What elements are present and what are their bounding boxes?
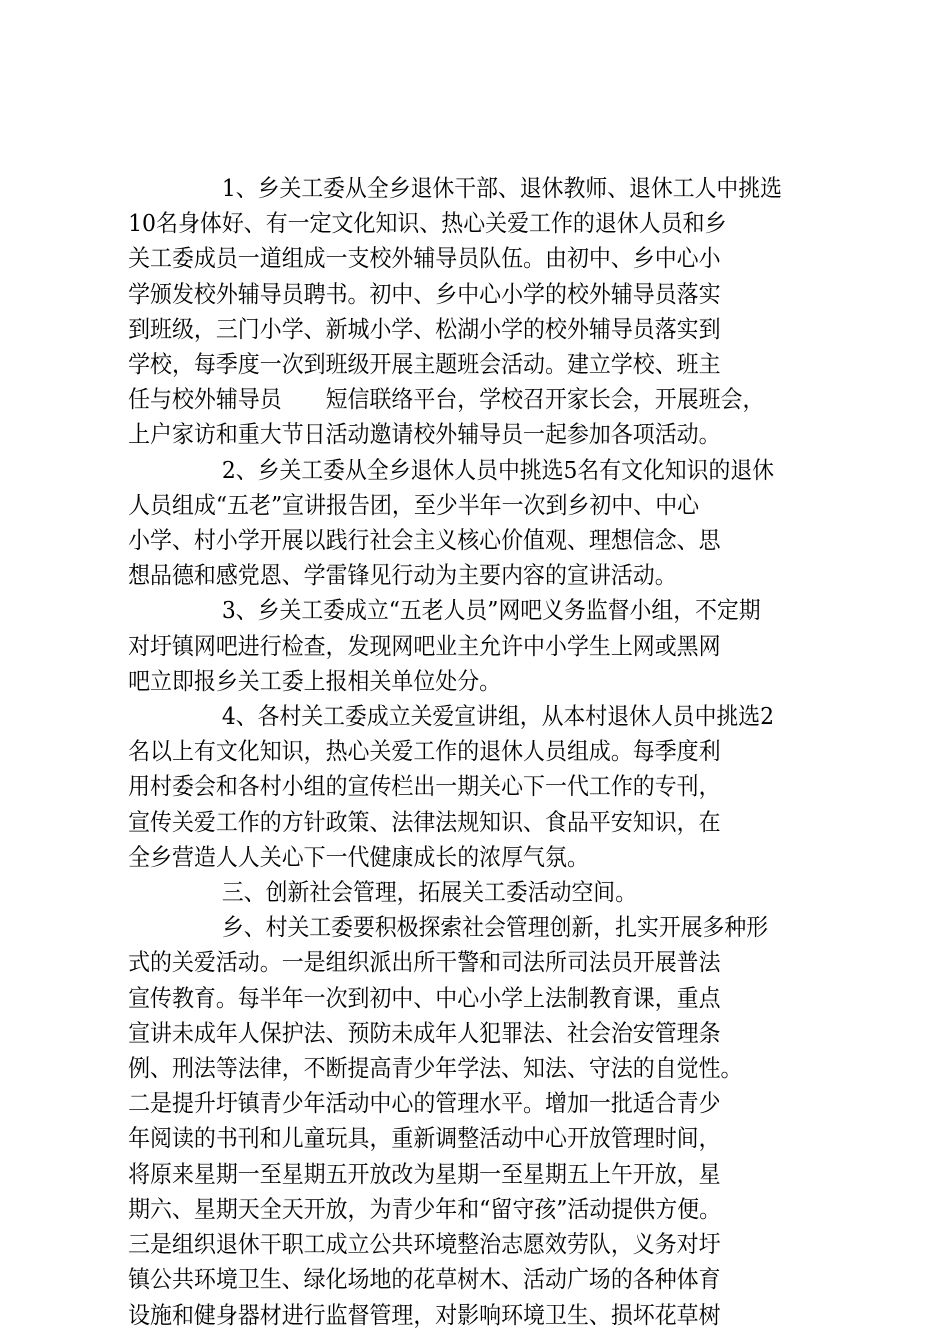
paragraph-item-2 [128, 453, 843, 594]
text-line: 式的关爱活动。一是组织派出所干警和司法所司法员开展普法 [128, 948, 721, 977]
text-line: 学校，每季度一次到班级开展主题班会活动。建立学校、班主 [128, 350, 721, 379]
text-line: 设施和健身器材进行监督管理，对影响环境卫生、损坏花草树 [128, 1300, 721, 1329]
text-line: 到班级，三门小学、新城小学、松湖小学的校外辅导员落实到 [128, 314, 721, 343]
text-line: 小学、村小学开展以践行社会主义核心价值观、理想信念、思 [128, 526, 721, 555]
text-line: 上户家访和重大节日活动邀请校外辅导员一起参加各项活动。 [128, 420, 721, 449]
text-line: 三、创新社会管理，拓展关工委活动空间。 [221, 878, 637, 907]
text-line: 1、乡关工委从全乡退休干部、退休教师、退休工人中挑选 [221, 174, 782, 202]
text-line: 二是提升圩镇青少年活动中心的管理水平。增加一批适合青少 [128, 1089, 721, 1118]
paragraph-item-1 [128, 171, 843, 453]
text-line: 年阅读的书刊和儿童玩具，重新调整活动中心开放管理时间， [128, 1124, 721, 1153]
text-line: 宣传关爱工作的方针政策、法律法规知识、食品平安知识，在 [128, 807, 721, 836]
text-line: 任与校外辅导员 短信联络平台，学校召开家长会，开展班会， [128, 385, 765, 414]
text-line: 3、乡关工委成立“五老人员”网吧义务监督小组，不定期 [221, 596, 761, 625]
text-line: 例、刑法等法律，不断提高青少年学法、知法、守法的自觉性。 [128, 1054, 743, 1083]
text-line: 想品德和感党恩、学雷锋见行动为主要内容的宣讲活动。 [128, 561, 677, 590]
text-line: 人员组成“五老”宣讲报告团，至少半年一次到乡初中、中心 [128, 490, 700, 519]
text-line: 乡、村关工委要积极探索社会管理创新，扎实开展多种形 [221, 913, 769, 942]
paragraph-item-4 [128, 699, 843, 875]
text-line: 全乡营造人人关心下一代健康成长的浓厚气氛。 [128, 842, 589, 871]
text-line: 期六、星期天全天开放，为青少年和“留守孩”活动提供方便。 [128, 1194, 722, 1223]
document-body [128, 171, 843, 1333]
text-line: 宣传教育。每半年一次到初中、中心小学上法制教育课，重点 [128, 983, 721, 1012]
text-line: 学颁发校外辅导员聘书。初中、乡中心小学的校外辅导员落实 [128, 279, 721, 308]
text-line: 吧立即报乡关工委上报相关单位处分。 [128, 666, 502, 695]
text-line: 对圩镇网吧进行检查，发现网吧业主允许中小学生上网或黑网 [128, 631, 721, 660]
text-line: 宣讲未成年人保护法、预防未成年人犯罪法、社会治安管理条 [128, 1018, 721, 1047]
text-line: 4、各村关工委成立关爱宣讲组，从本村退休人员中挑选2 [221, 702, 775, 731]
paragraph-item-3 [128, 593, 843, 699]
text-line: 用村委会和各村小组的宣传栏出一期关心下一代工作的专刊， [128, 772, 721, 801]
paragraph-section-3-heading [131, 875, 843, 910]
text-line: 将原来星期一至星期五开放改为星期一至星期五上午开放，星 [128, 1159, 721, 1188]
text-line: 10名身体好、有一定文化知识、热心关爱工作的退休人员和乡 [128, 209, 727, 238]
text-line: 名以上有文化知识，热心关爱工作的退休人员组成。每季度利 [128, 737, 721, 766]
text-line: 镇公共环境卫生、绿化场地的花草树木、活动广场的各种体育 [128, 1265, 721, 1294]
paragraph-section-3-body [128, 910, 843, 1332]
text-line: 关工委成员一道组成一支校外辅导员队伍。由初中、乡中心小 [128, 244, 721, 273]
text-line: 三是组织退休干职工成立公共环境整治志愿效劳队，义务对圩 [128, 1230, 721, 1259]
text-line: 2、乡关工委从全乡退休人员中挑选5名有文化知识的退休 [221, 455, 775, 484]
